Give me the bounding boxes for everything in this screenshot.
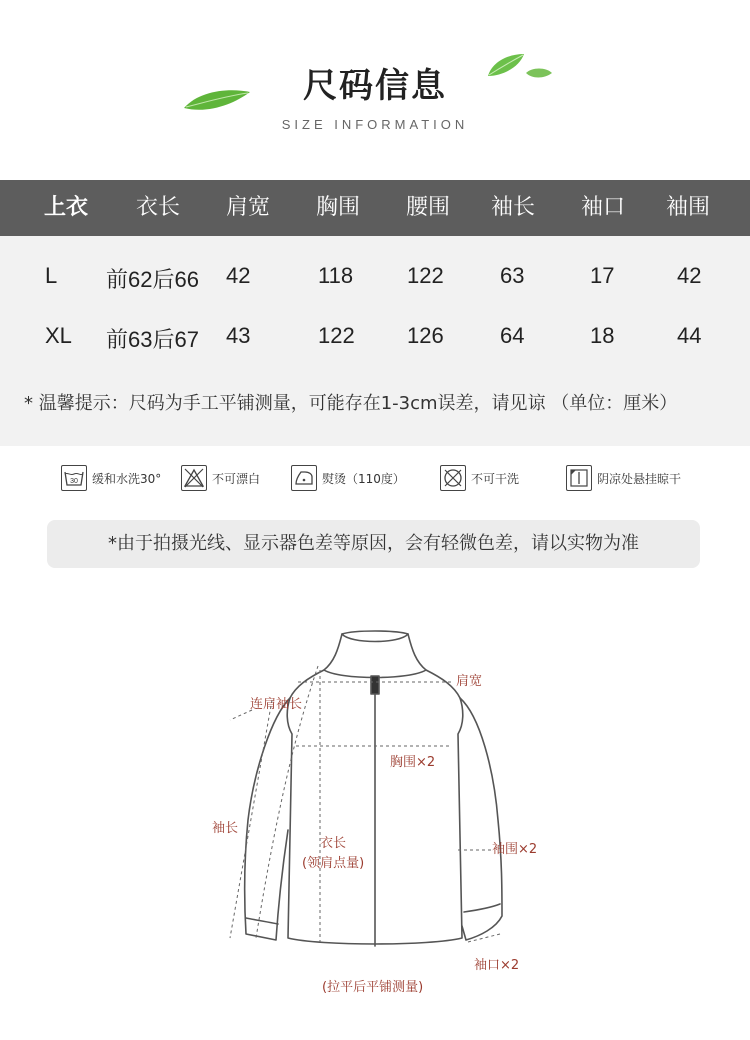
cell-size: XL — [45, 323, 72, 348]
care-label: 缓和水洗30° — [92, 471, 162, 486]
label-body-length: 衣长 — [320, 836, 347, 851]
header-cell-waist: 腰围 — [405, 195, 451, 220]
care-item-iron — [291, 463, 405, 493]
color-notice: *由于拍摄光线、显示器色差等原因，会有轻微色差，请以实物为准 — [47, 520, 700, 568]
no-dry-clean-icon — [440, 465, 466, 491]
label-body-length-note: (领肩点量) — [302, 856, 365, 871]
cell-cuff: 18 — [590, 323, 615, 348]
header-cell-sleeve: 袖长 — [490, 195, 536, 220]
care-item-dry-clean — [440, 463, 519, 493]
cell-chest: 118 — [318, 263, 354, 288]
wash-30-icon — [61, 465, 87, 491]
label-shoulder-width: 肩宽 — [456, 674, 483, 689]
cell-sleeve: 63 — [500, 263, 525, 288]
cell-waist: 126 — [407, 323, 444, 348]
header-cell-length: 衣长 — [135, 195, 181, 220]
jacket-sketch — [190, 620, 560, 1000]
label-sleeve-width: 袖围×2 — [492, 842, 538, 857]
cell-sleeve: 64 — [500, 323, 525, 348]
care-label: 不可漂白 — [212, 471, 261, 486]
label-flat-measure: (拉平后平铺测量) — [322, 980, 424, 995]
care-label: 不可干洗 — [471, 471, 520, 486]
page-subtitle: SIZE INFORMATION — [281, 117, 469, 132]
label-raglan-sleeve: 连肩袖长 — [250, 697, 303, 712]
header-cell-chest: 胸围 — [315, 195, 361, 220]
cell-length: 前63后67 — [106, 327, 199, 352]
leaf-left-icon — [182, 86, 252, 114]
cell-size: L — [45, 263, 58, 288]
leaf-right-icon — [486, 52, 526, 78]
jacket-measurement-diagram — [190, 620, 560, 1000]
label-sleeve-length: 袖长 — [212, 821, 239, 836]
care-label: 熨烫（110度） — [322, 471, 405, 486]
label-cuff: 袖口×2 — [474, 958, 520, 973]
cell-length: 前62后66 — [106, 267, 199, 292]
cell-shoulder: 43 — [226, 323, 251, 348]
cell-cuff: 17 — [590, 263, 615, 288]
cell-sleeve-width: 44 — [677, 323, 702, 348]
iron-icon — [291, 465, 317, 491]
line-dry-shade-icon — [566, 465, 592, 491]
label-chest: 胸围×2 — [390, 755, 436, 770]
leaf-small-icon — [524, 66, 554, 80]
header-cell-cuff: 袖口 — [580, 195, 626, 220]
cell-shoulder: 42 — [226, 263, 251, 288]
wash-temp-label: 30 — [70, 478, 78, 485]
measurement-note: * 温馨提示：尺码为手工平铺测量，可能存在1-3cm误差，请见谅 （单位：厘米） — [24, 393, 678, 414]
cell-chest: 122 — [318, 323, 355, 348]
care-label: 阴凉处悬挂晾干 — [597, 471, 682, 486]
care-item-line-dry — [566, 463, 681, 493]
header-cell-sleeve-width: 袖围 — [665, 195, 711, 220]
size-table-header — [0, 180, 750, 236]
header-cell-top: 上衣 — [43, 195, 89, 220]
page-title: 尺码信息 — [303, 66, 447, 106]
care-item-wash — [61, 463, 161, 493]
no-bleach-icon — [181, 465, 207, 491]
care-item-bleach — [181, 463, 260, 493]
header-cell-shoulder: 肩宽 — [225, 195, 271, 220]
cell-waist: 122 — [407, 263, 444, 288]
cell-sleeve-width: 42 — [677, 263, 702, 288]
